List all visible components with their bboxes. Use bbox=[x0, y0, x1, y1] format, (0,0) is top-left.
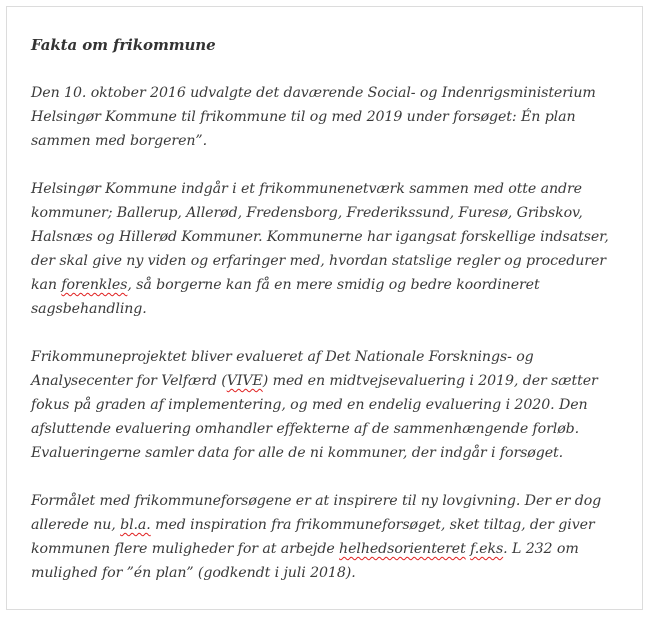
text-segment: kommunen flere muligheder for at arbejde bbox=[31, 541, 340, 557]
text-line: fokus på graden af implementering, og med en endelig evaluering i 2020. Den bbox=[31, 397, 588, 413]
text-segment: med inspiration fra frikommuneforsøget, sket tiltag, der giver bbox=[150, 517, 595, 533]
fact-box-title: Fakta om frikommune bbox=[31, 36, 216, 54]
paragraph-intro bbox=[31, 81, 631, 153]
text-line: Formålet med frikommuneforsøgene er at inspirere til ny lovgivning. Der er dog bbox=[31, 493, 602, 509]
text-line: mulighed for ”én plan” (godkendt i juli 2018). bbox=[31, 565, 356, 581]
spellcheck-word[interactable]: forenkles bbox=[61, 277, 128, 293]
text-segment: allerede nu, bbox=[31, 517, 121, 533]
text-segment: . L 232 om bbox=[503, 541, 579, 557]
text-line: sagsbehandling. bbox=[31, 301, 147, 317]
text-line: Helsingør Kommune til frikommune til og med 2019 under forsøget: Én plan bbox=[31, 109, 576, 125]
fact-box bbox=[6, 6, 643, 610]
spellcheck-word[interactable]: VIVE bbox=[226, 373, 263, 389]
text-line bbox=[31, 369, 631, 393]
text-line: Helsingør Kommune indgår i et frikommunenetværk sammen med otte andre bbox=[31, 181, 582, 197]
spellcheck-word[interactable]: helhedsorienteret bbox=[339, 541, 466, 557]
text-line bbox=[31, 273, 631, 297]
text-line: kommuner; Ballerup, Allerød, Fredensborg, Frederikssund, Furesø, Gribskov, bbox=[31, 205, 583, 221]
text-line: Halsnæs og Hillerød Kommuner. Kommunerne har igangsat forskellige indsatser, bbox=[31, 229, 609, 245]
text-segment: ) med en midtvejsevaluering i 2019, der sætter bbox=[262, 373, 598, 389]
spellcheck-word[interactable]: bl.a. bbox=[120, 517, 151, 533]
text-line bbox=[31, 537, 631, 561]
paragraph-evaluation bbox=[31, 345, 631, 465]
spellcheck-word[interactable]: f.eks bbox=[470, 541, 504, 557]
text-line bbox=[31, 513, 631, 537]
text-line: afsluttende evaluering omhandler effekterne af de sammenhængende forløb. bbox=[31, 421, 580, 437]
text-line: Den 10. oktober 2016 udvalgte det daværende Social- og Indenrigsministerium bbox=[31, 85, 596, 101]
text-segment: Analysecenter for Velfærd ( bbox=[31, 373, 227, 389]
text-line: Evalueringerne samler data for alle de ni kommuner, der indgår i forsøget. bbox=[31, 445, 564, 461]
text-line: sammen med borgeren”. bbox=[31, 133, 207, 149]
text-segment: , så borgerne kan få en mere smidig og bedre koordineret bbox=[127, 277, 540, 293]
text-line: der skal give ny viden og erfaringer med, hvordan statslige regler og procedurer bbox=[31, 253, 606, 269]
paragraph-purpose bbox=[31, 489, 631, 585]
text-segment: kan bbox=[31, 277, 62, 293]
fact-box-content bbox=[31, 33, 631, 585]
paragraph-network bbox=[31, 177, 631, 321]
text-line: Frikommuneprojektet bliver evalueret af Det Nationale Forsknings- og bbox=[31, 349, 534, 365]
